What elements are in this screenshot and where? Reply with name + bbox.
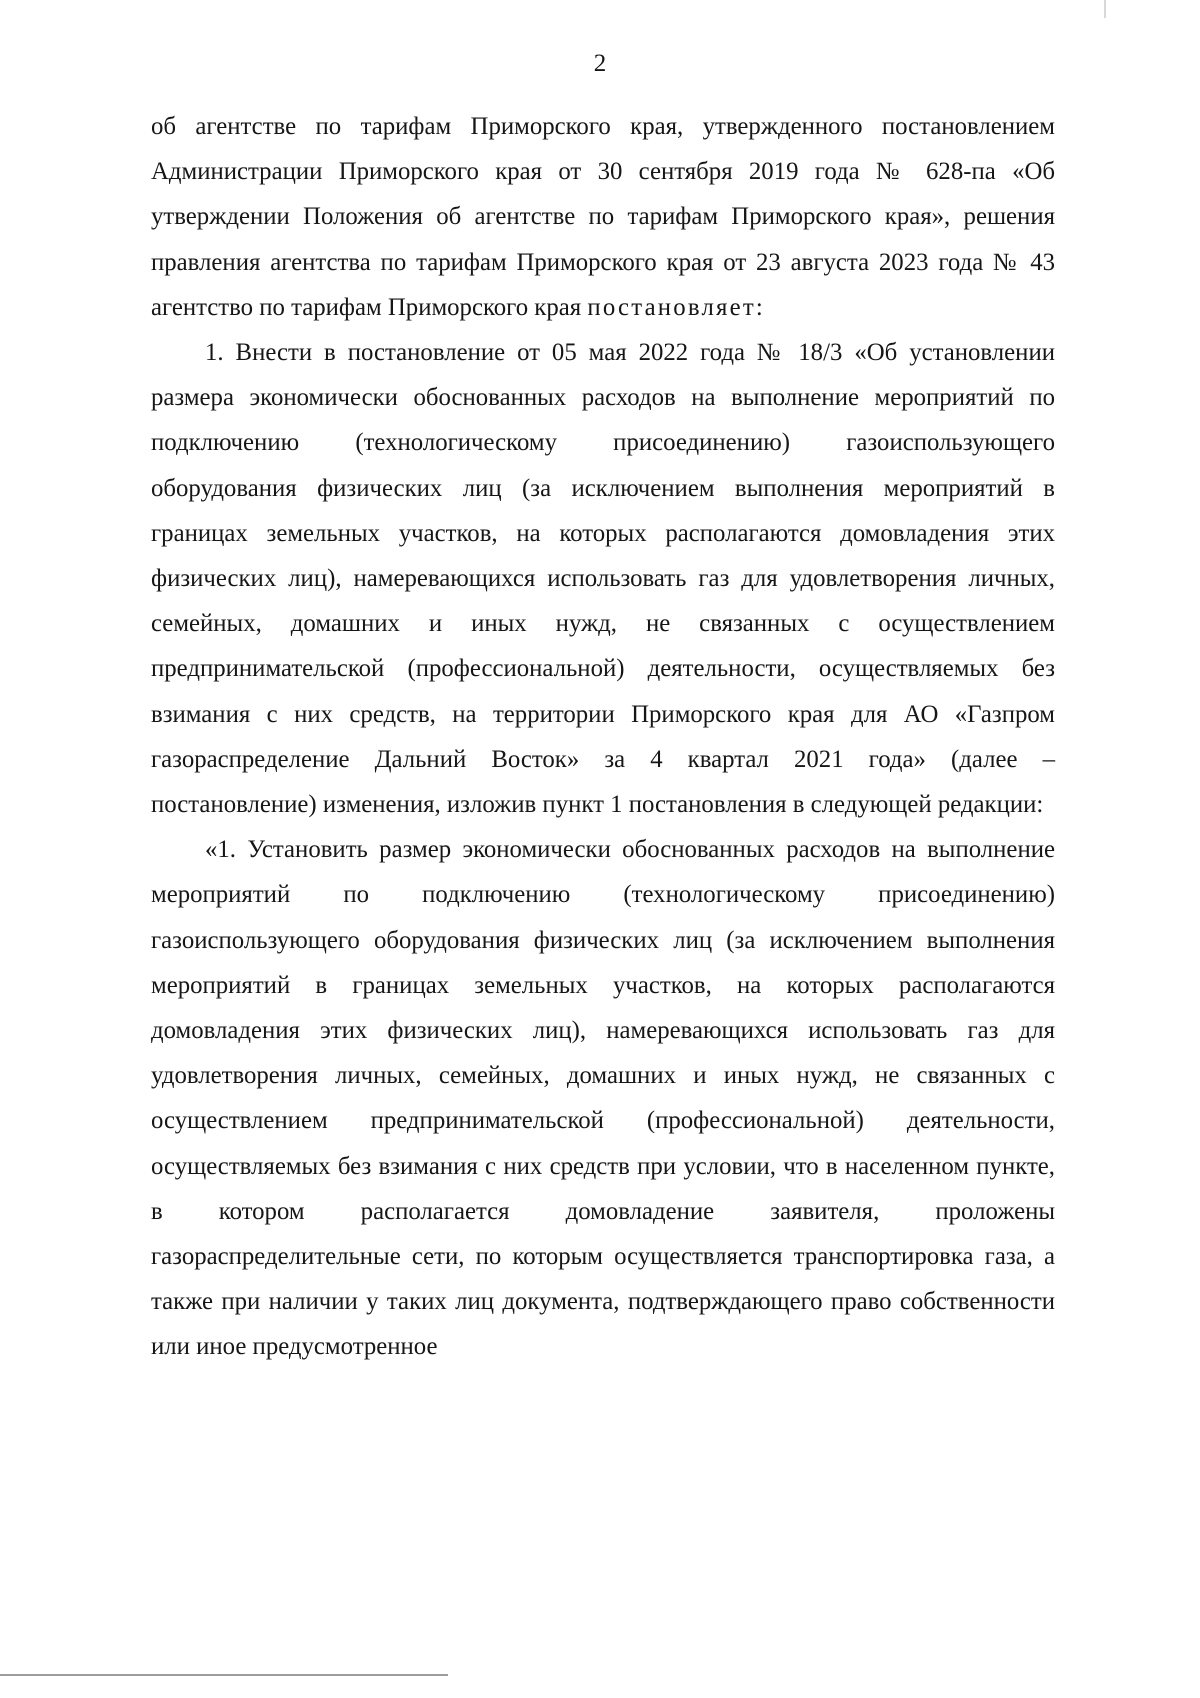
paragraph-intro-text: об агентстве по тарифам Приморского края, утвержденного постановлением Администрации Приморского края от 30 сентября 2019 года № 628-па «Об утверждении Положения об агентстве по тарифам Приморского края», решения правления агентства по тарифам Приморского края от 23 августа 2023 года № 43 агентство по тарифам Приморского края xyxy=(151,113,1055,321)
document-body xyxy=(151,104,1055,1370)
resolves-word: постановляет: xyxy=(587,293,765,321)
paragraph-intro xyxy=(151,104,1055,330)
scan-edge-mark-bottom xyxy=(0,1674,448,1676)
paragraph-quoted-item-1: «1. Установить размер экономически обоснованных расходов на выполнение мероприятий по подключению (технологическому присоединению) газоиспользующего оборудования физических лиц (за исключением выполнения мероприятий в границах земельных участков, на которых располагаются домовладения этих физических лиц), намеревающихся использовать газ для удовлетворения личных, семейных, домашних и иных нужд, не связанных с осуществлением предпринимательской (профессиональной) деятельности, осуществляемых без взимания с них средств при условии, что в населенном пункте, в котором располагается домовладение заявителя, проложены газораспределительные сети, по которым осуществляется транспортировка газа, а также при наличии у таких лиц документа, подтверждающего право собственности или иное предусмотренное xyxy=(151,836,1055,1361)
page-number: 2 xyxy=(593,50,607,77)
paragraph-item-1: 1. Внести в постановление от 05 мая 2022 года № 18/3 «Об установлении размера экономически обоснованных расходов на выполнение мероприятий по подключению (технологическому присоединению) газоиспользующего оборудования физических лиц (за исключением выполнения мероприятий в границах земельных участков, на которых располагаются домовладения этих физических лиц), намеревающихся использовать газ для удовлетворения личных, семейных, домашних и иных нужд, не связанных с осуществлением предпринимательской (профессиональной) деятельности, осуществляемых без взимания с них средств, на территории Приморского края для АО «Газпром газораспределение Дальний Восток» за 4 квартал 2021 года» (далее – постановление) изменения, изложив пункт 1 постановления в следующей редакции: xyxy=(151,339,1055,819)
scan-edge-mark-top xyxy=(1104,0,1106,18)
